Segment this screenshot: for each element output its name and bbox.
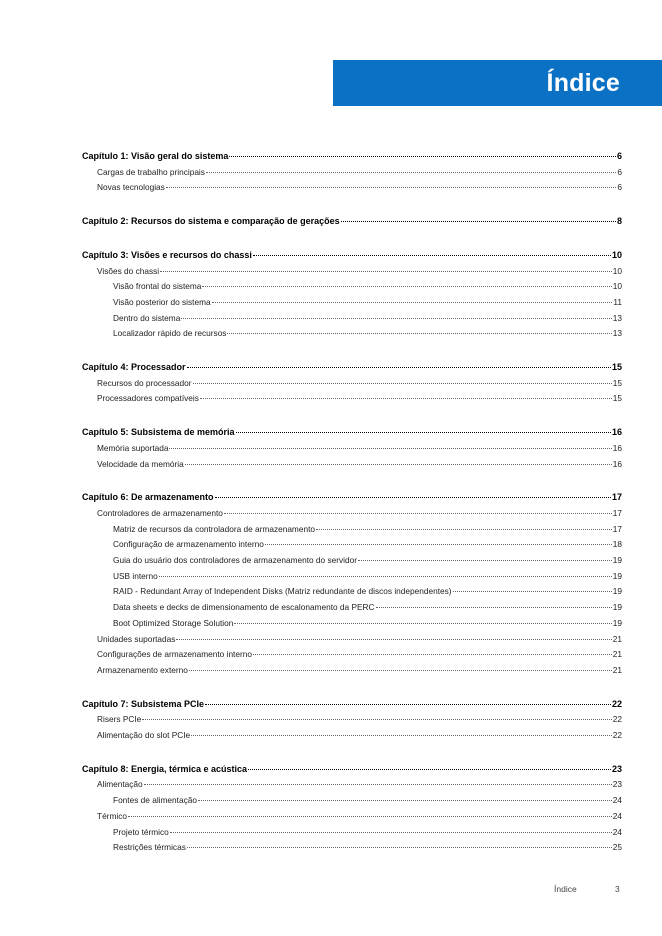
toc-entry-title: Unidades suportadas [97, 633, 176, 644]
toc-page-number: 19 [612, 570, 622, 581]
toc-entry[interactable] [82, 507, 622, 519]
toc-entry-title: Visão posterior do sistema [113, 296, 211, 307]
toc-entry-title: Térmico [97, 810, 127, 821]
toc-page-number: 19 [612, 555, 622, 565]
toc-entry-title: Visão frontal do sistema [113, 281, 202, 292]
toc-page-number: 10 [612, 281, 622, 292]
toc-page-number: 17 [612, 523, 622, 534]
toc-entry-title: Alimentação do slot PCIe [97, 730, 191, 740]
toc-entry-title: Capítulo 3: Visões e recursos do chassi [82, 249, 252, 260]
toc-entry[interactable] [82, 794, 622, 806]
toc-leader-dots [185, 464, 612, 465]
toc-entry[interactable] [82, 327, 622, 339]
toc-entry[interactable] [82, 166, 622, 178]
toc-page-number: 6 [617, 166, 622, 177]
toc-leader-dots [200, 398, 612, 399]
toc-entry-title: USB interno [113, 570, 158, 581]
toc-entry[interactable] [82, 392, 622, 404]
toc-page-number: 21 [612, 664, 622, 675]
toc-entry-title: Data sheets e decks de dimensionamento de escalonamento da PERC [113, 602, 375, 613]
toc-entry-title: Configuração de armazenamento interno [113, 539, 264, 550]
toc-entry[interactable] [82, 633, 622, 645]
toc-entry[interactable] [82, 585, 622, 597]
toc-entry-title: Capítulo 2: Recursos do sistema e comparação de gerações [82, 216, 340, 227]
toc-chapter-entry[interactable] [82, 249, 622, 261]
toc-leader-dots [166, 187, 617, 188]
toc-leader-dots [198, 800, 612, 801]
toc-entry[interactable] [82, 664, 622, 676]
toc-page-number: 16 [612, 442, 622, 453]
toc-page-number: 13 [612, 312, 622, 323]
toc-entry-title: Armazenamento externo [97, 664, 188, 675]
toc-page-number: 6 [616, 151, 622, 161]
toc-entry-title: Recursos do processador [97, 377, 192, 388]
toc-entry-title: Capítulo 7: Subsistema PCIe [82, 698, 205, 709]
toc-page-number: 15 [611, 362, 622, 372]
toc-page-number: 18 [612, 539, 622, 550]
toc-entry[interactable] [82, 280, 622, 292]
toc-page-number: 24 [612, 810, 622, 821]
toc-leader-dots [187, 367, 611, 368]
toc-leader-dots [202, 286, 611, 287]
toc-chapter-entry[interactable] [82, 361, 622, 373]
toc-entry-title: Restrições térmicas [113, 842, 186, 853]
toc-chapter-entry[interactable] [82, 491, 622, 503]
toc-chapter-entry[interactable] [82, 426, 622, 438]
toc-page-number: 25 [612, 842, 622, 853]
toc-page-number: 15 [612, 393, 622, 404]
toc-entry-title: Risers PCIe [97, 714, 142, 725]
toc-page-number: 17 [611, 492, 622, 503]
toc-entry[interactable] [82, 377, 622, 389]
toc-entry-title: Dentro do sistema [113, 312, 181, 323]
toc-entry[interactable] [82, 713, 622, 725]
toc-entry-title: Localizador rápido de recursos [113, 328, 227, 339]
page-title: Índice [546, 68, 620, 97]
toc-entry-title: Capítulo 8: Energia, térmica e acústica [82, 763, 248, 774]
toc-leader-dots [215, 497, 611, 498]
toc-entry-title: Alimentação [97, 779, 143, 790]
toc-leader-dots [142, 719, 612, 720]
toc-leader-dots [224, 513, 612, 514]
toc-leader-dots [229, 156, 616, 157]
toc-entry[interactable] [82, 181, 622, 193]
toc-entry[interactable] [82, 442, 622, 454]
toc-leader-dots [212, 302, 613, 303]
toc-entry-title: Cargas de trabalho principais [97, 166, 205, 177]
toc-page-number: 11 [613, 296, 622, 307]
toc-entry-title: Memória suportada [97, 442, 169, 453]
toc-leader-dots [169, 448, 611, 449]
footer-page-number: 3 [615, 884, 620, 894]
toc-entry[interactable] [82, 601, 622, 613]
toc-leader-dots [234, 623, 611, 624]
toc-leader-dots [236, 432, 611, 433]
toc-page-number: 23 [612, 779, 622, 790]
toc-chapter-entry[interactable] [82, 150, 622, 162]
toc-entry-title: Velocidade da memória [97, 458, 184, 469]
toc-page-number: 6 [617, 182, 622, 193]
toc-entry[interactable] [82, 778, 622, 790]
toc-page-number: 23 [611, 763, 622, 774]
toc-page-number: 24 [612, 795, 622, 806]
toc-leader-dots [206, 172, 616, 173]
toc-leader-dots [181, 318, 611, 319]
toc-leader-dots [191, 735, 612, 736]
toc-entry-title: Boot Optimized Storage Solution [113, 617, 234, 628]
toc-entry-title: Visões do chassi [97, 265, 160, 276]
toc-leader-dots [170, 832, 612, 833]
toc-chapter-entry[interactable] [82, 215, 622, 227]
toc-entry-title: Fontes de alimentação [113, 795, 197, 806]
toc-page-number: 24 [612, 826, 622, 837]
toc-leader-dots [205, 704, 611, 705]
toc-entry[interactable] [82, 554, 622, 566]
toc-page-number: 22 [612, 714, 622, 725]
toc-leader-dots [248, 769, 611, 770]
toc-entry-title: Capítulo 5: Subsistema de memória [82, 427, 235, 438]
toc-leader-dots [341, 221, 616, 222]
toc-page-number: 21 [612, 649, 622, 660]
toc-leader-dots [265, 544, 612, 545]
toc-entry[interactable] [82, 265, 622, 277]
toc-entry-title: Capítulo 6: De armazenamento [82, 492, 214, 503]
header-banner [333, 60, 662, 106]
toc-entry[interactable] [82, 729, 622, 741]
toc-page-number: 8 [616, 216, 622, 227]
toc-page-number: 13 [612, 328, 622, 339]
toc-page-number: 22 [612, 730, 622, 740]
toc-leader-dots [316, 529, 612, 530]
toc-page-number: 19 [612, 586, 622, 597]
toc-entry[interactable] [82, 458, 622, 470]
toc-leader-dots [453, 591, 612, 592]
toc-leader-dots [358, 560, 612, 561]
toc-leader-dots [159, 576, 612, 577]
toc-leader-dots [227, 333, 611, 334]
toc-entry[interactable] [82, 617, 622, 629]
toc-chapter-entry[interactable] [82, 698, 622, 710]
toc-entry-title: Guia do usuário dos controladores de armazenamento do servidor [113, 555, 357, 565]
toc-entry-title: Capítulo 4: Processador [82, 362, 186, 372]
toc-page-number: 15 [612, 377, 622, 388]
toc-page-number: 17 [612, 507, 622, 518]
toc-entry[interactable] [82, 570, 622, 582]
toc-entry-title: Capítulo 1: Visão geral do sistema [82, 151, 229, 161]
toc-leader-dots [253, 255, 611, 256]
toc-entry[interactable] [82, 523, 622, 535]
toc-entry[interactable] [82, 810, 622, 822]
toc-entry[interactable] [82, 538, 622, 550]
toc-page-number: 19 [612, 617, 622, 628]
toc-leader-dots [128, 816, 612, 817]
toc-entry-title: RAID - Redundant Array of Independent Disks (Matriz redundante de discos independentes) [113, 586, 452, 597]
toc-entry-title: Configurações de armazenamento interno [97, 649, 252, 660]
toc-leader-dots [253, 654, 612, 655]
toc-leader-dots [144, 784, 612, 785]
toc-entry-title: Projeto térmico [113, 826, 169, 837]
toc-page-number: 16 [612, 458, 622, 469]
footer-section-title: Índice [554, 884, 577, 894]
toc-page-number: 19 [612, 602, 622, 613]
toc-leader-dots [193, 383, 612, 384]
toc-leader-dots [187, 847, 612, 848]
toc-entry[interactable] [82, 296, 622, 308]
toc-entry-title: Processadores compatíveis [97, 393, 199, 404]
toc-page-number: 21 [612, 633, 622, 644]
toc-entry-title: Novas tecnologias [97, 182, 165, 193]
toc-chapter-entry[interactable] [82, 763, 622, 775]
toc-entry[interactable] [82, 312, 622, 324]
toc-leader-dots [160, 271, 612, 272]
toc-entry[interactable] [82, 841, 622, 853]
toc-entry-title: Controladores de armazenamento [97, 507, 223, 518]
toc-page-number: 10 [611, 249, 622, 260]
toc-page-number: 22 [611, 698, 622, 709]
toc-entry[interactable] [82, 826, 622, 838]
toc-entry-title: Matriz de recursos da controladora de armazenamento [113, 523, 315, 534]
toc-leader-dots [189, 670, 612, 671]
toc-page-number: 10 [612, 265, 622, 276]
toc-leader-dots [176, 639, 611, 640]
toc-entry[interactable] [82, 648, 622, 660]
toc-page-number: 16 [611, 427, 622, 438]
toc-leader-dots [376, 607, 612, 608]
